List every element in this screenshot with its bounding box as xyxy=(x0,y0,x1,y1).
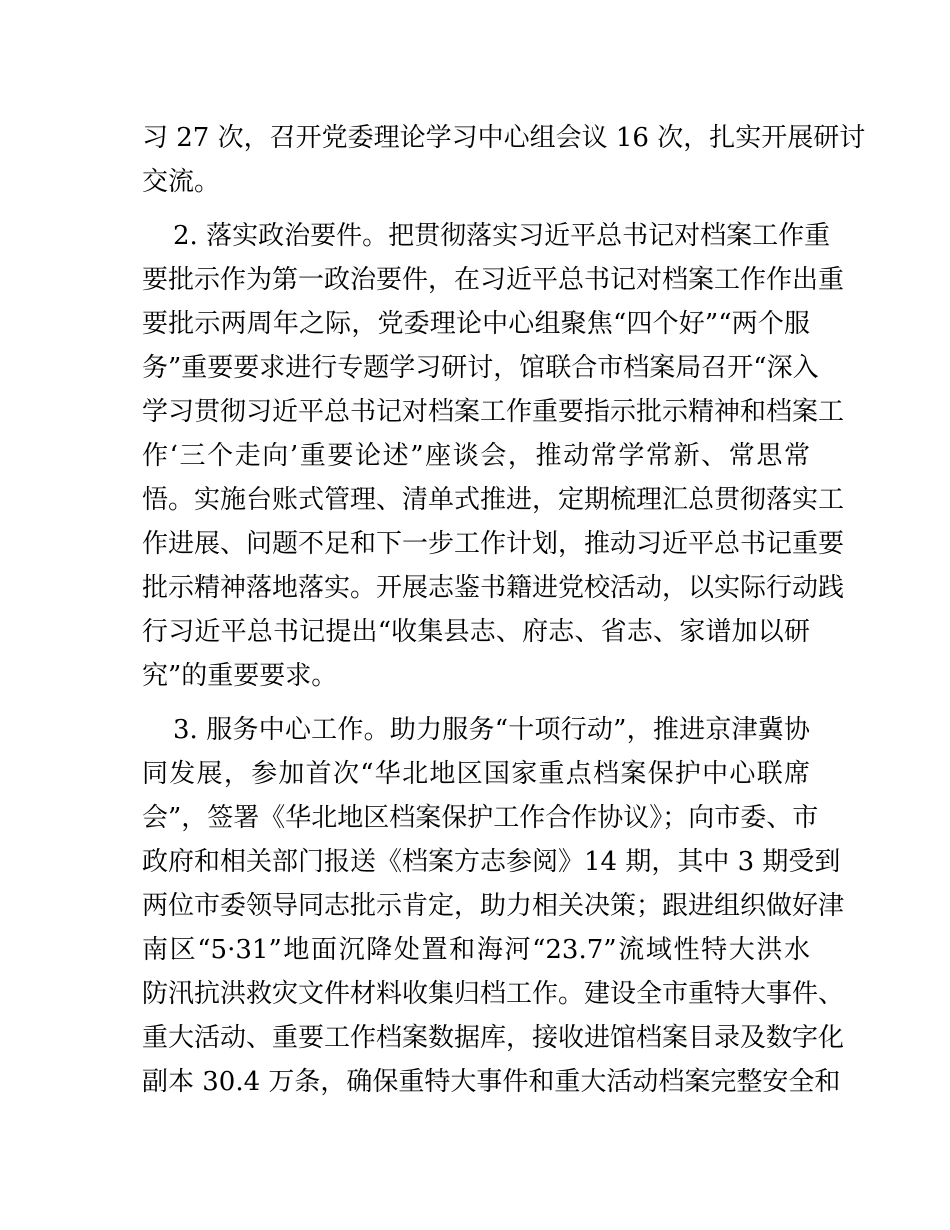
text-line: 重大活动、重要工作档案数据库，接收进馆档案目录及数字化 xyxy=(142,1023,845,1053)
text-line: 务”重要要求进行专题学习研讨，馆联合市档案局召开“深入 xyxy=(142,353,819,383)
text-line: 副本 30.4 万条，确保重特大事件和重大活动档案完整安全和 xyxy=(142,1067,841,1097)
text-line: 要批示作为第一政治要件，在习近平总书记对档案工作作出重 xyxy=(142,265,845,295)
text-line: 南区“5·31”地面沉降处置和海河“23.7”流域性特大洪水 xyxy=(142,935,810,965)
text-line: 学习贯彻习近平总书记对档案工作重要指示批示精神和档案工 xyxy=(142,397,845,427)
text-line: 2. 落实政治要件。把贯彻落实习近平总书记对档案工作重 xyxy=(173,221,831,251)
text-line: 行习近平总书记提出“收集县志、府志、省志、家谱加以研 xyxy=(142,617,810,647)
text-line: 悟。实施台账式管理、清单式推进，定期梳理汇总贯彻落实工 xyxy=(142,485,845,515)
text-line: 3. 服务中心工作。助力服务“十项行动”，推进京津冀协 xyxy=(173,715,810,745)
text-line: 两位市委领导同志批示肯定，助力相关决策；跟进组织做好津 xyxy=(142,891,845,921)
text-line: 政府和相关部门报送《档案方志参阅》14 期，其中 3 期受到 xyxy=(142,847,841,877)
text-line: 交流。 xyxy=(142,167,221,197)
text-line: 作进展、问题不足和下一步工作计划，推动习近平总书记重要 xyxy=(142,529,845,559)
text-line: 究”的重要要求。 xyxy=(142,661,338,691)
text-line: 会”，签署《华北地区档案保护工作合作协议》；向市委、市 xyxy=(142,803,819,833)
text-line: 要批示两周年之际，党委理论中心组聚焦“四个好”“两个服 xyxy=(142,309,810,339)
text-line: 防汛抗洪救灾文件材料收集归档工作。建设全市重特大事件、 xyxy=(142,979,845,1009)
text-line: 批示精神落地落实。开展志鉴书籍进党校活动，以实际行动践 xyxy=(142,573,845,603)
text-line: 同发展，参加首次“华北地区国家重点档案保护中心联席 xyxy=(142,759,810,789)
text-line: 习 27 次，召开党委理论学习中心组会议 16 次，扎实开展研讨 xyxy=(142,123,866,153)
text-line: 作‘三个走向’重要论述”座谈会，推动常学常新、常思常 xyxy=(142,441,810,471)
